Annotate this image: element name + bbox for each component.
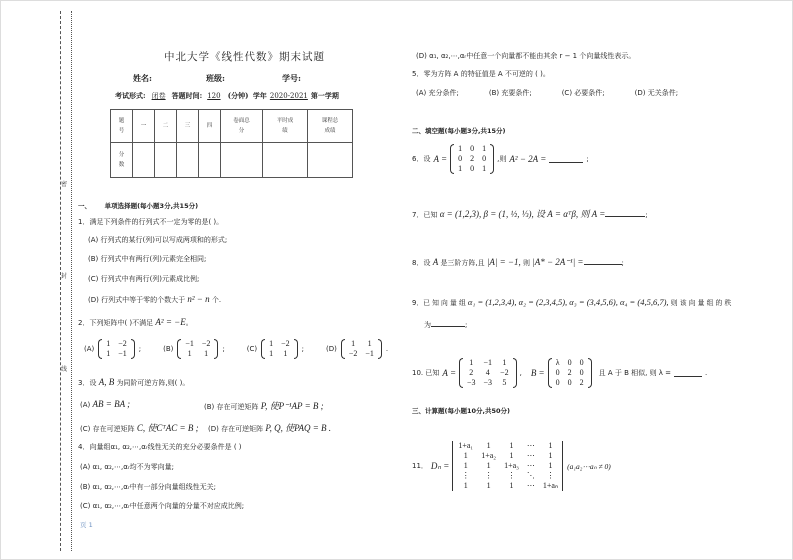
matrix-entry: 1 <box>463 451 468 460</box>
name-label: 姓名: <box>133 73 152 83</box>
matrix-entry: 1 <box>486 481 491 490</box>
q1-option-b: (B) 行列式中有两行(列)元素完全相同; <box>88 255 207 263</box>
q3-option-c: (C) 存在可逆矩阵 C, 使CᵀAC = B ; <box>80 423 199 433</box>
matrix <box>177 339 218 359</box>
matrix-entry: 1 <box>351 339 356 348</box>
student-id-label: 学号: <box>282 73 301 83</box>
class-label: 班级: <box>206 73 225 83</box>
section1-title: 单项选择题(每小题3分,共15分) <box>104 202 199 210</box>
matrix-entry: 1 <box>187 349 192 358</box>
score-header-cell: 课程总成绩 <box>308 110 353 143</box>
q2-option-d: (D) 1 1 −2 −1 . <box>326 339 389 358</box>
q4-option-a: (A) α₁, α₂,⋯,αᵣ均不为零向量; <box>80 463 175 471</box>
seal-char-xian: 线 <box>61 366 68 373</box>
matrix-entry: ⋯ <box>526 441 535 450</box>
matrix-entry: 1 <box>204 349 209 358</box>
matrix-entry: ⋯ <box>526 451 535 460</box>
matrix-entry: 1 <box>463 461 468 470</box>
q5-options <box>416 88 678 98</box>
matrix <box>459 358 517 388</box>
score-input-cell[interactable] <box>133 143 155 178</box>
score-input-cell[interactable] <box>177 143 199 178</box>
section2-heading: 二、填空题(每小题3分,共15分) <box>412 127 506 135</box>
section3-heading: 三、计算题(每小题10分,共50分) <box>412 407 511 415</box>
matrix-entry: −1 <box>185 339 194 348</box>
exam-form-label: 考试形式: <box>115 91 146 100</box>
matrix-entry: 5 <box>502 378 507 387</box>
matrix-entry: −1 <box>483 358 493 367</box>
matrix-entry: 2 <box>567 368 572 377</box>
time-value: 120 <box>207 92 221 100</box>
q9-line2: 为 ; <box>424 321 468 329</box>
q3-option-a: (A) AB = BA ; <box>80 399 131 409</box>
matrix-entry: −2 <box>500 368 509 377</box>
matrix-entry: 0 <box>579 358 584 367</box>
matrix-entry: ⋯ <box>526 461 535 470</box>
score-header-cell: 三 <box>177 110 199 143</box>
answer-blank[interactable] <box>674 369 702 377</box>
q8: 8．设 A 是三阶方阵,且 |A| = −1, 则 |A* − 2A⁻¹| = ; <box>412 257 624 267</box>
q4-option-d: (D) α₁, α₂,⋯,αᵣ中任意一个向量都不能由其余 r − 1 个向量线性表示。 <box>416 52 636 60</box>
q2-option-c: (C) 1 −2 1 1 ; <box>246 339 305 358</box>
matrix-entry: 0 <box>555 368 560 377</box>
matrix <box>341 339 382 359</box>
answer-blank[interactable] <box>431 319 465 327</box>
answer-blank[interactable] <box>584 257 622 265</box>
time-unit: (分钟) <box>227 91 249 100</box>
matrix-entry: 1+a₁ <box>458 441 474 450</box>
matrix-entry: 0 <box>482 154 487 163</box>
matrix-entry: −2 <box>201 339 211 348</box>
q10: 10. 已知 A = 1 −1 1 2 4 −2 −3 −3 5 , B = λ 0 0 0 2 0 0 0 2 且 A 于 B 相似, 则 λ = . <box>412 358 708 387</box>
q7: 7．已知 α = (1,2,3), β = (1, ½, ⅓), 设 A = αᵀβ, 则 A = ; <box>412 209 648 219</box>
year-value: 2020-2021 <box>269 92 308 100</box>
score-table <box>110 109 353 178</box>
section1-number: 一、 <box>78 202 91 210</box>
matrix <box>548 358 592 388</box>
exam-title: 中北大学《线性代数》期末试题 <box>164 51 325 63</box>
q5-option-b: (B) 充要条件; <box>488 89 532 97</box>
matrix-entry: 1 <box>283 349 288 358</box>
matrix-entry: 1 <box>269 339 274 348</box>
score-input-cell[interactable] <box>199 143 221 178</box>
matrix-entry: 2 <box>579 378 584 387</box>
q9: 9．已 知 向 量 组 α₁ = (1,2,3,4), α₂ = (2,3,4,5), α₃ = (3,4,5,6), α₄ = (4,5,6,7), 则 该 向 量 组 的 秩 <box>412 297 732 307</box>
matrix <box>452 441 564 491</box>
matrix-entry: 1 <box>486 461 491 470</box>
matrix-entry: 1 <box>458 164 463 173</box>
q6: 6．设 A = 1 0 1 0 2 0 1 0 1 ,则 A² − 2A = ; <box>412 144 589 173</box>
score-input-cell[interactable] <box>308 143 353 178</box>
matrix-entry: 2 <box>470 154 475 163</box>
score-header-cell: 平时成绩 <box>263 110 308 143</box>
q1-option-c: (C) 行列式中有两行(列)元素成比例; <box>88 275 200 283</box>
matrix-entry: 0 <box>567 378 572 387</box>
score-input-cell[interactable] <box>263 143 308 178</box>
score-header-cell: 四 <box>199 110 221 143</box>
matrix-entry: 1+aₙ <box>542 481 559 490</box>
matrix-entry: −1 <box>118 349 127 358</box>
binding-line <box>60 11 61 551</box>
matrix-entry: 1 <box>367 339 372 348</box>
matrix-entry: 1 <box>548 461 553 470</box>
matrix-entry: ⋮ <box>484 471 493 480</box>
q11: 11． Dₙ = 1+a₁ 1 1 ⋯ 1 1 1+a₂ 1 ⋯ 1 1 1 1+a₃ ⋯ 1 ⋮ ⋮ ⋮ ⋱ ⋮ 1 1 1 ⋯ 1+aₙ (a₁a₂⋯aₙ ≠ 0) <box>412 441 611 490</box>
matrix-entry: 0 <box>555 378 560 387</box>
seal-char-feng: 封 <box>61 273 68 280</box>
score-row-label: 分数 <box>111 143 133 178</box>
q4-option-c: (C) α₁, α₂,⋯,αᵣ中任意两个向量的分量不对应成比例; <box>80 502 245 510</box>
matrix-entry: 1 <box>458 144 463 153</box>
matrix-entry: 1 <box>486 441 491 450</box>
matrix-entry: ⋮ <box>461 471 470 480</box>
binding-line-inner <box>71 11 72 551</box>
matrix-entry: 4 <box>485 368 490 377</box>
matrix-entry: −2 <box>118 339 127 348</box>
term: 第一学期 <box>310 91 339 100</box>
matrix <box>261 339 298 359</box>
matrix-entry: 1+a₃ <box>504 461 519 470</box>
q3-stem: 3．设 A, B 为同阶可逆方阵,则( )。 <box>78 377 190 387</box>
score-input-cell[interactable] <box>221 143 263 178</box>
section1-heading <box>78 201 198 210</box>
matrix-entry: −3 <box>467 378 476 387</box>
q2-stem: 2．下列矩阵中( )不满足 A² = −E。 <box>78 317 193 327</box>
matrix-entry: 0 <box>458 154 463 163</box>
matrix-entry: 1 <box>106 339 111 348</box>
year-label: 学年 <box>252 91 267 100</box>
score-header-cell: 题号 <box>111 110 133 143</box>
exam-info <box>115 91 339 101</box>
matrix-entry: 2 <box>469 368 474 377</box>
matrix-entry: −2 <box>348 349 358 358</box>
q3-option-d: (D) 存在可逆矩阵 P, Q, 使PAQ = B . <box>208 423 332 433</box>
matrix-entry: 1 <box>106 349 111 358</box>
score-header-cell: 二 <box>155 110 177 143</box>
matrix-entry: 1 <box>502 358 507 367</box>
answer-blank[interactable] <box>605 209 645 217</box>
score-header-cell: 一 <box>133 110 155 143</box>
matrix-entry: 1 <box>469 358 474 367</box>
matrix-entry: ⋮ <box>546 471 555 480</box>
matrix-entry: ⋯ <box>526 481 535 490</box>
matrix-entry: 1 <box>548 441 553 450</box>
answer-blank[interactable] <box>549 155 583 163</box>
matrix <box>450 144 494 174</box>
q5-stem: 5．零为方阵 A 的特征值是 A 不可逆的 ( )。 <box>412 70 550 78</box>
q5-option-a: (A) 充分条件; <box>416 89 459 97</box>
q1-option-a: (A) 行列式的某行(列)可以写成两项和的形式; <box>88 236 228 244</box>
matrix-entry: 0 <box>470 144 475 153</box>
matrix-entry: 1 <box>463 481 468 490</box>
matrix <box>98 339 135 359</box>
matrix-entry: 1 <box>482 164 487 173</box>
matrix-entry: ⋱ <box>526 471 535 480</box>
page-number: 页 1 <box>80 521 93 529</box>
seal-char-mi: 密 <box>61 181 68 188</box>
q2-option-a: (A) 1 −2 1 −1 ; <box>84 339 142 358</box>
q2-options <box>84 339 388 359</box>
matrix-entry: 1 <box>509 451 514 460</box>
q1-stem: 1．满足下列条件的行列式不一定为零的是( )。 <box>78 218 224 226</box>
q5-option-c: (C) 必要条件; <box>561 89 605 97</box>
q5-option-d: (D) 无关条件; <box>634 89 679 97</box>
matrix-entry: −2 <box>281 339 290 348</box>
matrix-entry: 1 <box>509 481 514 490</box>
matrix-entry: ⋮ <box>507 471 516 480</box>
matrix-entry: 1 <box>548 451 553 460</box>
q4-stem: 4．向量组α₁, α₂,⋯,αᵣ线性无关的充分必要条件是 ( ) <box>78 443 242 451</box>
matrix-entry: 0 <box>470 164 475 173</box>
matrix-entry: 1 <box>269 349 274 358</box>
q3-option-b: (B) 存在可逆矩阵 P, 使P⁻¹AP = B ; <box>204 401 324 411</box>
exam-form-value: 闭卷 <box>151 92 166 100</box>
score-header-cell: 卷面总分 <box>221 110 263 143</box>
score-input-cell[interactable] <box>155 143 177 178</box>
matrix-entry: −1 <box>365 349 374 358</box>
matrix-entry: 0 <box>579 368 584 377</box>
time-label: 答题时间: <box>171 91 203 100</box>
matrix-entry: λ <box>555 358 560 367</box>
matrix-entry: 1+a₂ <box>481 451 497 460</box>
matrix-entry: 0 <box>567 358 572 367</box>
q1-option-d: (D) 行列式中等于零的个数大于 n² − n 个. <box>88 294 222 304</box>
q2-option-b: (B) −1 −2 1 1 ; <box>163 339 225 358</box>
matrix-entry: 1 <box>482 144 487 153</box>
matrix-entry: −3 <box>483 378 493 387</box>
q4-option-b: (B) α₁, α₂,⋯,αᵣ中有一部分向量组线性无关; <box>80 483 217 491</box>
matrix-entry: 1 <box>509 441 514 450</box>
